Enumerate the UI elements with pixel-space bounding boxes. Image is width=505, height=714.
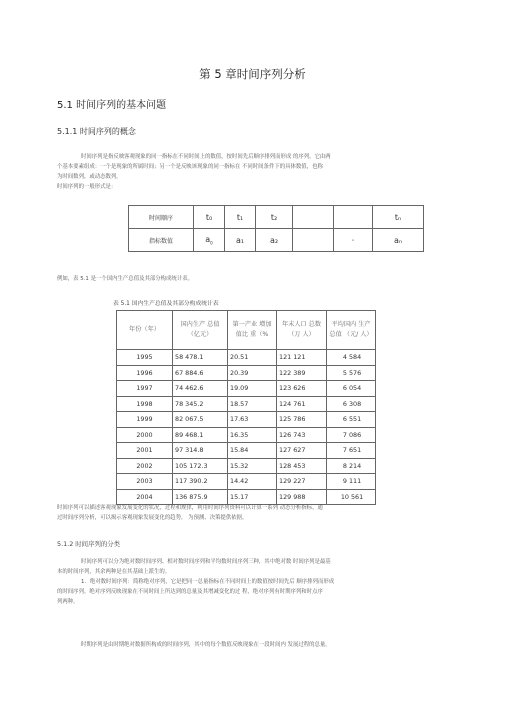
table-cell: $a_0$ — [194, 229, 225, 252]
subsection-title-2: 5.1.2 时间序列的分类 — [57, 540, 121, 548]
table-cell: 7 086 — [327, 427, 376, 443]
table-cell: 15.84 — [228, 443, 277, 459]
table-cell: t₂ — [256, 206, 293, 229]
section-title: 5.1 时间序列的基本问题 — [57, 100, 167, 111]
text-line: 例如，表 5.1 是一个国内生产总值及其部分构成统计表。 — [57, 276, 193, 282]
gdp-table — [116, 310, 376, 505]
table-cell: 129 227 — [277, 474, 327, 490]
column-header: 第一产业 增加值比 重（% — [228, 311, 277, 350]
table-cell: 89 468.1 — [173, 427, 228, 443]
table-cell: 124 761 — [277, 396, 327, 412]
classification-paragraph — [57, 557, 445, 607]
table-cell: aₙ — [373, 229, 424, 252]
table-cell: 18.57 — [228, 396, 277, 412]
column-header: 国内生产 总值（亿元） — [173, 311, 228, 350]
table-cell: 1997 — [117, 381, 173, 397]
table-cell: a₂ — [256, 229, 293, 252]
table-cell — [293, 229, 334, 252]
column-header: 平均国内 生产总值 （元/ 人） — [327, 311, 376, 350]
table-row — [117, 396, 376, 412]
text-line: 过时间序列分析，可以揭示客观现象发展变化的趋势， 为预测、决策提供依据。 — [57, 515, 248, 521]
example-paragraph — [57, 274, 445, 284]
table-cell: t₀ — [194, 206, 225, 229]
table-cell: 126 743 — [277, 427, 327, 443]
intro-paragraph — [57, 152, 445, 192]
table-cell: ₙ — [334, 229, 373, 252]
table-cell: 67 884.6 — [173, 365, 228, 381]
text-line: 1．绝对数时间序列：简称绝对序列，它是把同一总量指标在不同时间上的数值按时间先后 顺序排列而形成 — [81, 579, 335, 585]
table-cell: 1998 — [117, 396, 173, 412]
table-cell: 122 389 — [277, 365, 327, 381]
table-cell: 74 462.6 — [173, 381, 228, 397]
text-line: 时间序列是指反映客观现象的同一指标在不同时间上的数值，按时间先后顺序排列而形成 的序列，它由两 — [81, 154, 331, 160]
table-cell: 97 314.8 — [173, 443, 228, 459]
table-cell: 117 390.2 — [173, 474, 228, 490]
table-cell: 78 345.2 — [173, 396, 228, 412]
subsection-title: 5.1.1 时间序列的概念 — [57, 127, 136, 136]
row-label: 指标数值 — [129, 229, 194, 252]
table-cell: 2003 — [117, 474, 173, 490]
text-line: 的时间序列。绝对序列反映现象在不同时间上所达到的总量及其增减变化的过 程，绝对序列有时期序列和时点序 — [57, 589, 323, 595]
final-paragraph — [57, 640, 445, 650]
table-cell: 129 988 — [277, 489, 327, 505]
table-row — [117, 412, 376, 428]
table-cell: t₁ — [225, 206, 256, 229]
table-cell: 5 576 — [327, 365, 376, 381]
table-cell: 9 111 — [327, 474, 376, 490]
table-header-row — [117, 311, 376, 350]
table-row — [117, 427, 376, 443]
text-line: 本的时间序列，其余两种是在其基础上派生的。 — [57, 569, 171, 575]
table-cell: tₙ — [373, 206, 424, 229]
table-row — [117, 381, 376, 397]
table-cell — [293, 206, 334, 229]
table-cell: 14.42 — [228, 474, 277, 490]
column-header: 年末人口 总数（万 人） — [277, 311, 327, 350]
text-line: 时期序列是由时期绝对数据所构成的时间序列，其中的每个数值反映现象在一段时间内 发展过程的总量。 — [81, 642, 331, 648]
table-cell: 7 651 — [327, 443, 376, 459]
general-form-table — [128, 205, 424, 252]
table-cell: 1995 — [117, 350, 173, 366]
table-row — [129, 229, 424, 252]
table-cell: 19.09 — [228, 381, 277, 397]
table-cell: 1996 — [117, 365, 173, 381]
text-line: 列两种。 — [57, 599, 79, 605]
table-cell: 6 308 — [327, 396, 376, 412]
table-cell: 125 786 — [277, 412, 327, 428]
table-cell: 15.17 — [228, 489, 277, 505]
table-cell: 6 054 — [327, 381, 376, 397]
table-cell: 15.32 — [228, 458, 277, 474]
table-cell: 1999 — [117, 412, 173, 428]
text-line: 时间序列可以分为绝对数时间序列、相对数时间序列和平均数时间序列三种，其中绝对数 时间序列是最基 — [81, 559, 331, 565]
table-cell: 2000 — [117, 427, 173, 443]
table-caption: 表 5.1 国内生产总值及其部分构成统计表 — [113, 301, 219, 307]
table-cell: 17.63 — [228, 412, 277, 428]
table-cell: 2004 — [117, 489, 173, 505]
table-row — [117, 474, 376, 490]
table-cell: 2001 — [117, 443, 173, 459]
table-cell: 20.39 — [228, 365, 277, 381]
table-cell — [334, 206, 373, 229]
table-cell: a₁ — [225, 229, 256, 252]
table-cell: 6 551 — [327, 412, 376, 428]
text-line: 时间序列可以描述客观现象发展变化的状况，过程和规律，利用时间序列资料可以计算一系列 动态分析指标，通 — [57, 505, 323, 511]
table-row — [117, 350, 376, 366]
text-line: 时间序列的一般形式是： — [57, 184, 117, 190]
table-cell: 58 478.1 — [173, 350, 228, 366]
table-row — [117, 443, 376, 459]
column-header: 年份（年） — [117, 311, 173, 350]
table-row — [117, 365, 376, 381]
after-table-paragraph — [57, 503, 445, 523]
chapter-title: 第 5 章时间序列分析 — [199, 67, 306, 81]
text-line: 个基本要素组成：一个是现象的所属时间；另一个是反映该现象的同一指标在 不同时间条件下的具体数值，也称 — [57, 164, 323, 170]
table-cell: 123 626 — [277, 381, 327, 397]
table-cell: 16.35 — [228, 427, 277, 443]
table-cell: 82 067.5 — [173, 412, 228, 428]
table-cell: 20.51 — [228, 350, 277, 366]
table-cell: 8 214 — [327, 458, 376, 474]
table-row — [129, 206, 424, 229]
text-line: 为时间数列，或动态数列。 — [57, 174, 122, 180]
table-cell: 10 561 — [327, 489, 376, 505]
table-cell: 2002 — [117, 458, 173, 474]
table-cell: 128 453 — [277, 458, 327, 474]
row-label: 时间顺序 — [129, 206, 194, 229]
table-cell: 105 172.3 — [173, 458, 228, 474]
table-cell: 4 584 — [327, 350, 376, 366]
table-cell: 127 627 — [277, 443, 327, 459]
table-row — [117, 458, 376, 474]
table-cell: 121 121 — [277, 350, 327, 366]
table-cell: 136 875.9 — [173, 489, 228, 505]
